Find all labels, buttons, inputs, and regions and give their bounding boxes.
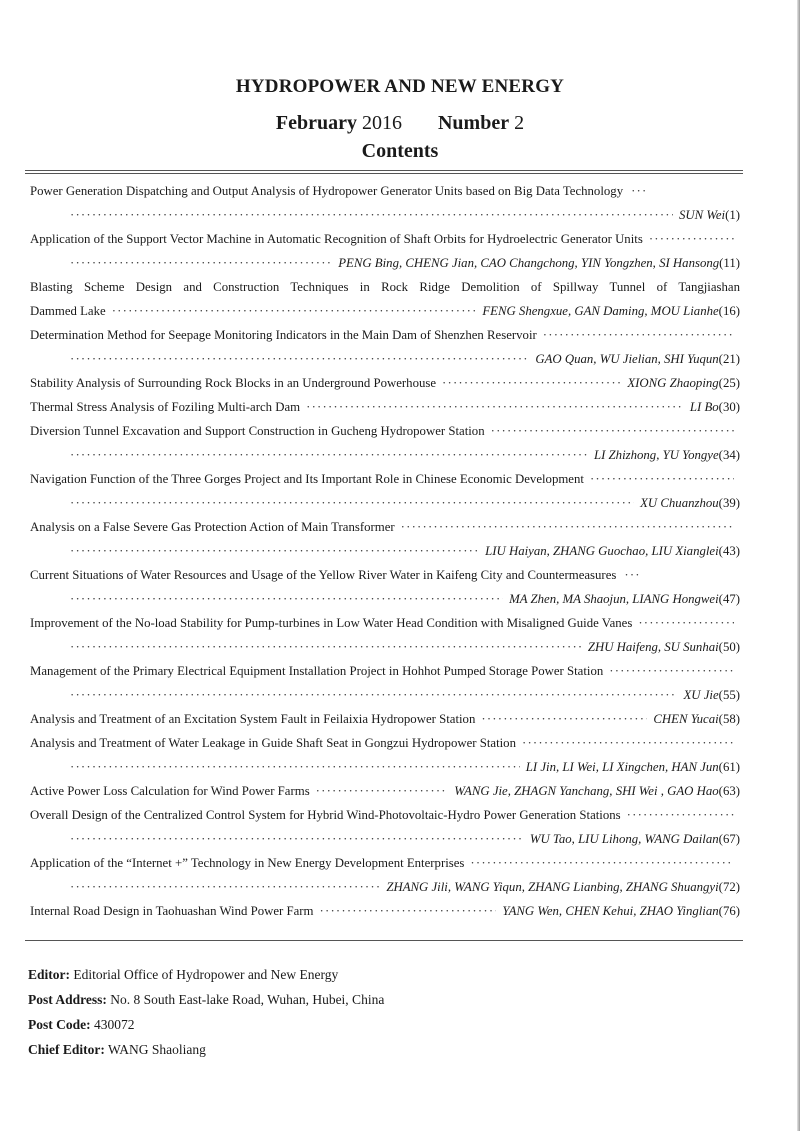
toc-entry-line xyxy=(30,395,740,419)
toc-entry-page: (63) xyxy=(718,784,740,798)
toc-entry xyxy=(30,851,740,899)
toc-entry-page: (55) xyxy=(718,688,740,702)
toc-entry-page-number: 50 xyxy=(722,640,736,654)
toc-entry-line xyxy=(30,299,740,323)
toc-entry-authors: ZHU Haifeng, SU Sunhai xyxy=(587,640,719,654)
toc-entry-title: Blasting Scheme Design and Construction Techniques in Rock Ridge Demolition of Spillway Tunnel of Tangjiashan xyxy=(30,280,740,294)
journal-title: HYDROPOWER AND NEW ENERGY xyxy=(235,76,565,97)
toc-entry-authors: SUN Wei xyxy=(678,208,726,222)
toc-entry xyxy=(30,467,740,515)
toc-entry-line xyxy=(30,611,740,635)
toc-entry-page: (76) xyxy=(718,904,740,918)
toc-leader-dots xyxy=(70,251,332,275)
toc-leader-dots xyxy=(306,395,684,419)
toc-leader-dots xyxy=(543,323,734,347)
toc-entry-authors: GAO Quan, WU Jielian, SHI Yuqun xyxy=(535,352,719,366)
toc-entry-line xyxy=(30,371,740,395)
toc-entry xyxy=(30,659,740,707)
toc-leader-dots xyxy=(649,227,734,251)
toc-entry-page: (30) xyxy=(718,400,740,414)
toc-leader-dots xyxy=(70,635,582,659)
toc-entry-page: (47) xyxy=(718,592,740,606)
toc-entry xyxy=(30,707,740,731)
toc-entry-title: Overall Design of the Centralized Control System for Hybrid Wind-Photovoltaic-Hydro Power Generation Stations xyxy=(30,808,621,822)
toc-entry-page: (43) xyxy=(718,544,740,558)
toc-entry-authors: LIU Haiyan, ZHANG Guochao, LIU Xianglei xyxy=(485,544,719,558)
toc-leader-dots xyxy=(70,683,677,707)
publication-info xyxy=(28,962,748,1062)
toc-entry-line xyxy=(30,227,740,251)
toc-entry-page-number: 16 xyxy=(722,304,736,318)
toc-entry-line xyxy=(30,755,740,779)
toc-entry-title: Stability Analysis of Surrounding Rock Blocks in an Underground Powerhouse xyxy=(30,376,437,390)
toc-leader-dots xyxy=(70,875,380,899)
toc-entry-line xyxy=(30,851,740,875)
toc-entry-title: Management of the Primary Electrical Equipment Installation Project in Hohhot Pumped Storage Power Station xyxy=(30,664,604,678)
toc-leader-dots xyxy=(70,491,634,515)
toc-entry-page-number: 25 xyxy=(722,376,736,390)
toc-entry-page-number: 58 xyxy=(722,712,736,726)
toc-entry-title: Current Situations of Water Resources and Usage of the Yellow River Water in Kaifeng City and Countermeasures xyxy=(30,568,617,582)
toc-entry-page-number: 72 xyxy=(722,880,736,894)
toc-entry xyxy=(30,563,740,611)
toc-leader-dots xyxy=(320,899,497,923)
toc-entry-title: Internal Road Design in Taohuashan Wind Power Farm xyxy=(30,904,314,918)
masthead xyxy=(0,73,800,163)
toc-entry-page: (11) xyxy=(719,256,740,270)
toc-entry-page: (34) xyxy=(718,448,740,462)
postcode-value: 430072 xyxy=(94,1017,135,1032)
toc-entry-line xyxy=(30,899,740,923)
toc-entry-page-number: 55 xyxy=(722,688,736,702)
toc-entry-authors: CHEN Yucai xyxy=(653,712,719,726)
toc-entry-authors: ZHANG Jili, WANG Yiqun, ZHANG Lianbing, ZHANG Shuangyi xyxy=(386,880,719,894)
toc-entry-page-number: 30 xyxy=(722,400,736,414)
toc-entry-page-number: 76 xyxy=(722,904,736,918)
toc-entry-line xyxy=(30,347,740,371)
toc-entry-title: Diversion Tunnel Excavation and Support Construction in Gucheng Hydropower Station xyxy=(30,424,485,438)
toc-entry xyxy=(30,899,740,923)
table-of-contents xyxy=(30,179,740,923)
toc-entry-authors: FENG Shengxue, GAN Daming, MOU Lianhe xyxy=(482,304,719,318)
toc-entry-title: Active Power Loss Calculation for Wind Power Farms xyxy=(30,784,310,798)
contents-title: Contents xyxy=(361,140,439,162)
toc-leader-dots xyxy=(401,515,734,539)
toc-entry-line xyxy=(30,827,740,851)
toc-entry-page-number: 11 xyxy=(723,256,736,270)
toc-entry xyxy=(30,179,740,227)
toc-entry xyxy=(30,803,740,851)
toc-entry-page-number: 47 xyxy=(722,592,736,606)
toc-leader-dots xyxy=(609,659,734,683)
toc-entry-authors: MA Zhen, MA Shaojun, LIANG Hongwei xyxy=(509,592,719,606)
toc-entry-title: Improvement of the No-load Stability for Pump-turbines in Low Water Head Condition with Misaligned Guide Vanes xyxy=(30,616,633,630)
top-rule-inner xyxy=(25,173,743,174)
toc-entry-page-number: 63 xyxy=(722,784,736,798)
toc-entry-title: Determination Method for Seepage Monitoring Indicators in the Main Dam of Shenzhen Reservoir xyxy=(30,328,537,342)
toc-leader-dots xyxy=(627,803,734,827)
toc-leader-dots xyxy=(70,203,673,227)
toc-entry xyxy=(30,275,740,323)
issue-number-value: 2 xyxy=(514,112,525,134)
toc-entry-title: Analysis on a False Severe Gas Protection Action of Main Transformer xyxy=(30,520,395,534)
toc-entry-title-cont: Dammed Lake xyxy=(30,304,106,318)
toc-entry-line xyxy=(30,563,740,587)
toc-entry xyxy=(30,323,740,371)
toc-entry-title: Thermal Stress Analysis of Foziling Multi-arch Dam xyxy=(30,400,301,414)
toc-entry-page-number: 39 xyxy=(722,496,736,510)
toc-entry-page: (50) xyxy=(718,640,740,654)
toc-entry-line xyxy=(30,467,740,491)
toc-entry-line xyxy=(30,251,740,275)
toc-entry-authors: WANG Jie, ZHAGN Yanchang, SHI Wei , GAO Hao xyxy=(454,784,719,798)
toc-entry-page: (58) xyxy=(718,712,740,726)
toc-entry-title: Application of the Support Vector Machine in Automatic Recognition of Shaft Orbits for Hydroelectric Generator Units xyxy=(30,232,643,246)
toc-leader-dots xyxy=(70,827,524,851)
toc-leader-dots xyxy=(70,587,503,611)
toc-entry-page: (39) xyxy=(718,496,740,510)
address-line xyxy=(28,987,748,1012)
toc-entry xyxy=(30,611,740,659)
chief-editor-label: Chief Editor: xyxy=(28,1042,105,1057)
toc-entry-authors: WU Tao, LIU Lihong, WANG Dailan xyxy=(529,832,719,846)
toc-entry xyxy=(30,395,740,419)
toc-entry-authors: LI Zhizhong, YU Yongye xyxy=(593,448,719,462)
toc-entry-authors: YANG Wen, CHEN Kehui, ZHAO Yinglian xyxy=(502,904,719,918)
bottom-rule xyxy=(25,940,743,941)
toc-entry-authors: XIONG Zhaoping xyxy=(627,376,719,390)
toc-entry-page: (61) xyxy=(718,760,740,774)
toc-entry-page: (16) xyxy=(718,304,740,318)
toc-entry-page-number: 34 xyxy=(722,448,736,462)
toc-leader-dots xyxy=(112,299,477,323)
toc-entry-authors: PENG Bing, CHENG Jian, CAO Changchong, YIN Yongzhen, SI Hansong xyxy=(338,256,720,270)
toc-entry-line xyxy=(30,707,740,731)
toc-entry xyxy=(30,227,740,275)
toc-entry-page-number: 1 xyxy=(729,208,736,222)
toc-entry-line xyxy=(30,731,740,755)
toc-entry-line xyxy=(30,275,740,299)
toc-leader-dots xyxy=(70,755,520,779)
toc-leader-dots xyxy=(491,419,734,443)
toc-entry xyxy=(30,779,740,803)
toc-entry-authors: XU Chuanzhou xyxy=(640,496,719,510)
toc-leader-dots xyxy=(590,467,734,491)
toc-entry-page: (72) xyxy=(718,880,740,894)
toc-entry-line xyxy=(30,419,740,443)
toc-entry-page-number: 43 xyxy=(722,544,736,558)
toc-entry-title: Power Generation Dispatching and Output Analysis of Hydropower Generator Units based on Big Data Technology xyxy=(30,184,624,198)
toc-entry-line xyxy=(30,515,740,539)
issue-number-label: Number xyxy=(437,112,510,134)
toc-entry xyxy=(30,371,740,395)
toc-entry-authors: LI Bo xyxy=(689,400,719,414)
toc-leader-dots xyxy=(316,779,449,803)
toc-entry-line xyxy=(30,443,740,467)
toc-entry-title: Analysis and Treatment of an Excitation System Fault in Feilaixia Hydropower Station xyxy=(30,712,476,726)
toc-entry-line xyxy=(30,683,740,707)
issue-line xyxy=(0,109,800,137)
editor-line xyxy=(28,962,748,987)
top-rule xyxy=(25,170,743,171)
toc-entry-page-number: 61 xyxy=(722,760,736,774)
postcode-line xyxy=(28,1012,748,1037)
toc-entry xyxy=(30,731,740,779)
toc-entry-line xyxy=(30,659,740,683)
toc-leader-dots xyxy=(624,563,640,587)
toc-entry-page: (25) xyxy=(718,376,740,390)
toc-entry-line xyxy=(30,539,740,563)
chief-editor-value: WANG Shaoliang xyxy=(108,1042,206,1057)
postcode-label: Post Code: xyxy=(28,1017,91,1032)
toc-entry xyxy=(30,419,740,467)
toc-entry-title: Navigation Function of the Three Gorges Project and Its Important Role in Chinese Economic Development xyxy=(30,472,584,486)
toc-entry-line xyxy=(30,179,740,203)
toc-entry-line xyxy=(30,779,740,803)
toc-entry-line xyxy=(30,323,740,347)
address-label: Post Address: xyxy=(28,992,107,1007)
toc-leader-dots xyxy=(70,347,529,371)
toc-leader-dots xyxy=(70,539,479,563)
toc-leader-dots xyxy=(638,611,734,635)
editor-label: Editor: xyxy=(28,967,70,982)
toc-leader-dots xyxy=(442,371,621,395)
toc-entry-line xyxy=(30,587,740,611)
toc-leader-dots xyxy=(470,851,734,875)
chief-editor-line xyxy=(28,1037,748,1062)
toc-entry-line xyxy=(30,875,740,899)
toc-entry-line xyxy=(30,491,740,515)
toc-leader-dots xyxy=(70,443,588,467)
toc-entry-page: (67) xyxy=(718,832,740,846)
toc-leader-dots xyxy=(481,707,647,731)
toc-entry-line xyxy=(30,803,740,827)
address-value: No. 8 South East-lake Road, Wuhan, Hubei, China xyxy=(110,992,385,1007)
toc-entry-authors: XU Jie xyxy=(683,688,719,702)
toc-leader-dots xyxy=(522,731,734,755)
issue-year: 2016 xyxy=(361,112,402,134)
toc-entry-authors: LI Jin, LI Wei, LI Xingchen, HAN Jun xyxy=(525,760,719,774)
toc-entry xyxy=(30,515,740,563)
editor-value: Editorial Office of Hydropower and New Energy xyxy=(73,967,339,982)
toc-entry-page-number: 67 xyxy=(722,832,736,846)
issue-month: February xyxy=(275,112,357,134)
toc-entry-page: (1) xyxy=(725,208,740,222)
toc-leader-dots xyxy=(631,179,647,203)
toc-entry-title: Analysis and Treatment of Water Leakage in Guide Shaft Seat in Gongzui Hydropower Station xyxy=(30,736,516,750)
toc-entry-title: Application of the “Internet +” Technology in New Energy Development Enterprises xyxy=(30,856,465,870)
toc-entry-line xyxy=(30,635,740,659)
toc-entry-line xyxy=(30,203,740,227)
toc-entry-page: (21) xyxy=(718,352,740,366)
toc-entry-page-number: 21 xyxy=(722,352,736,366)
